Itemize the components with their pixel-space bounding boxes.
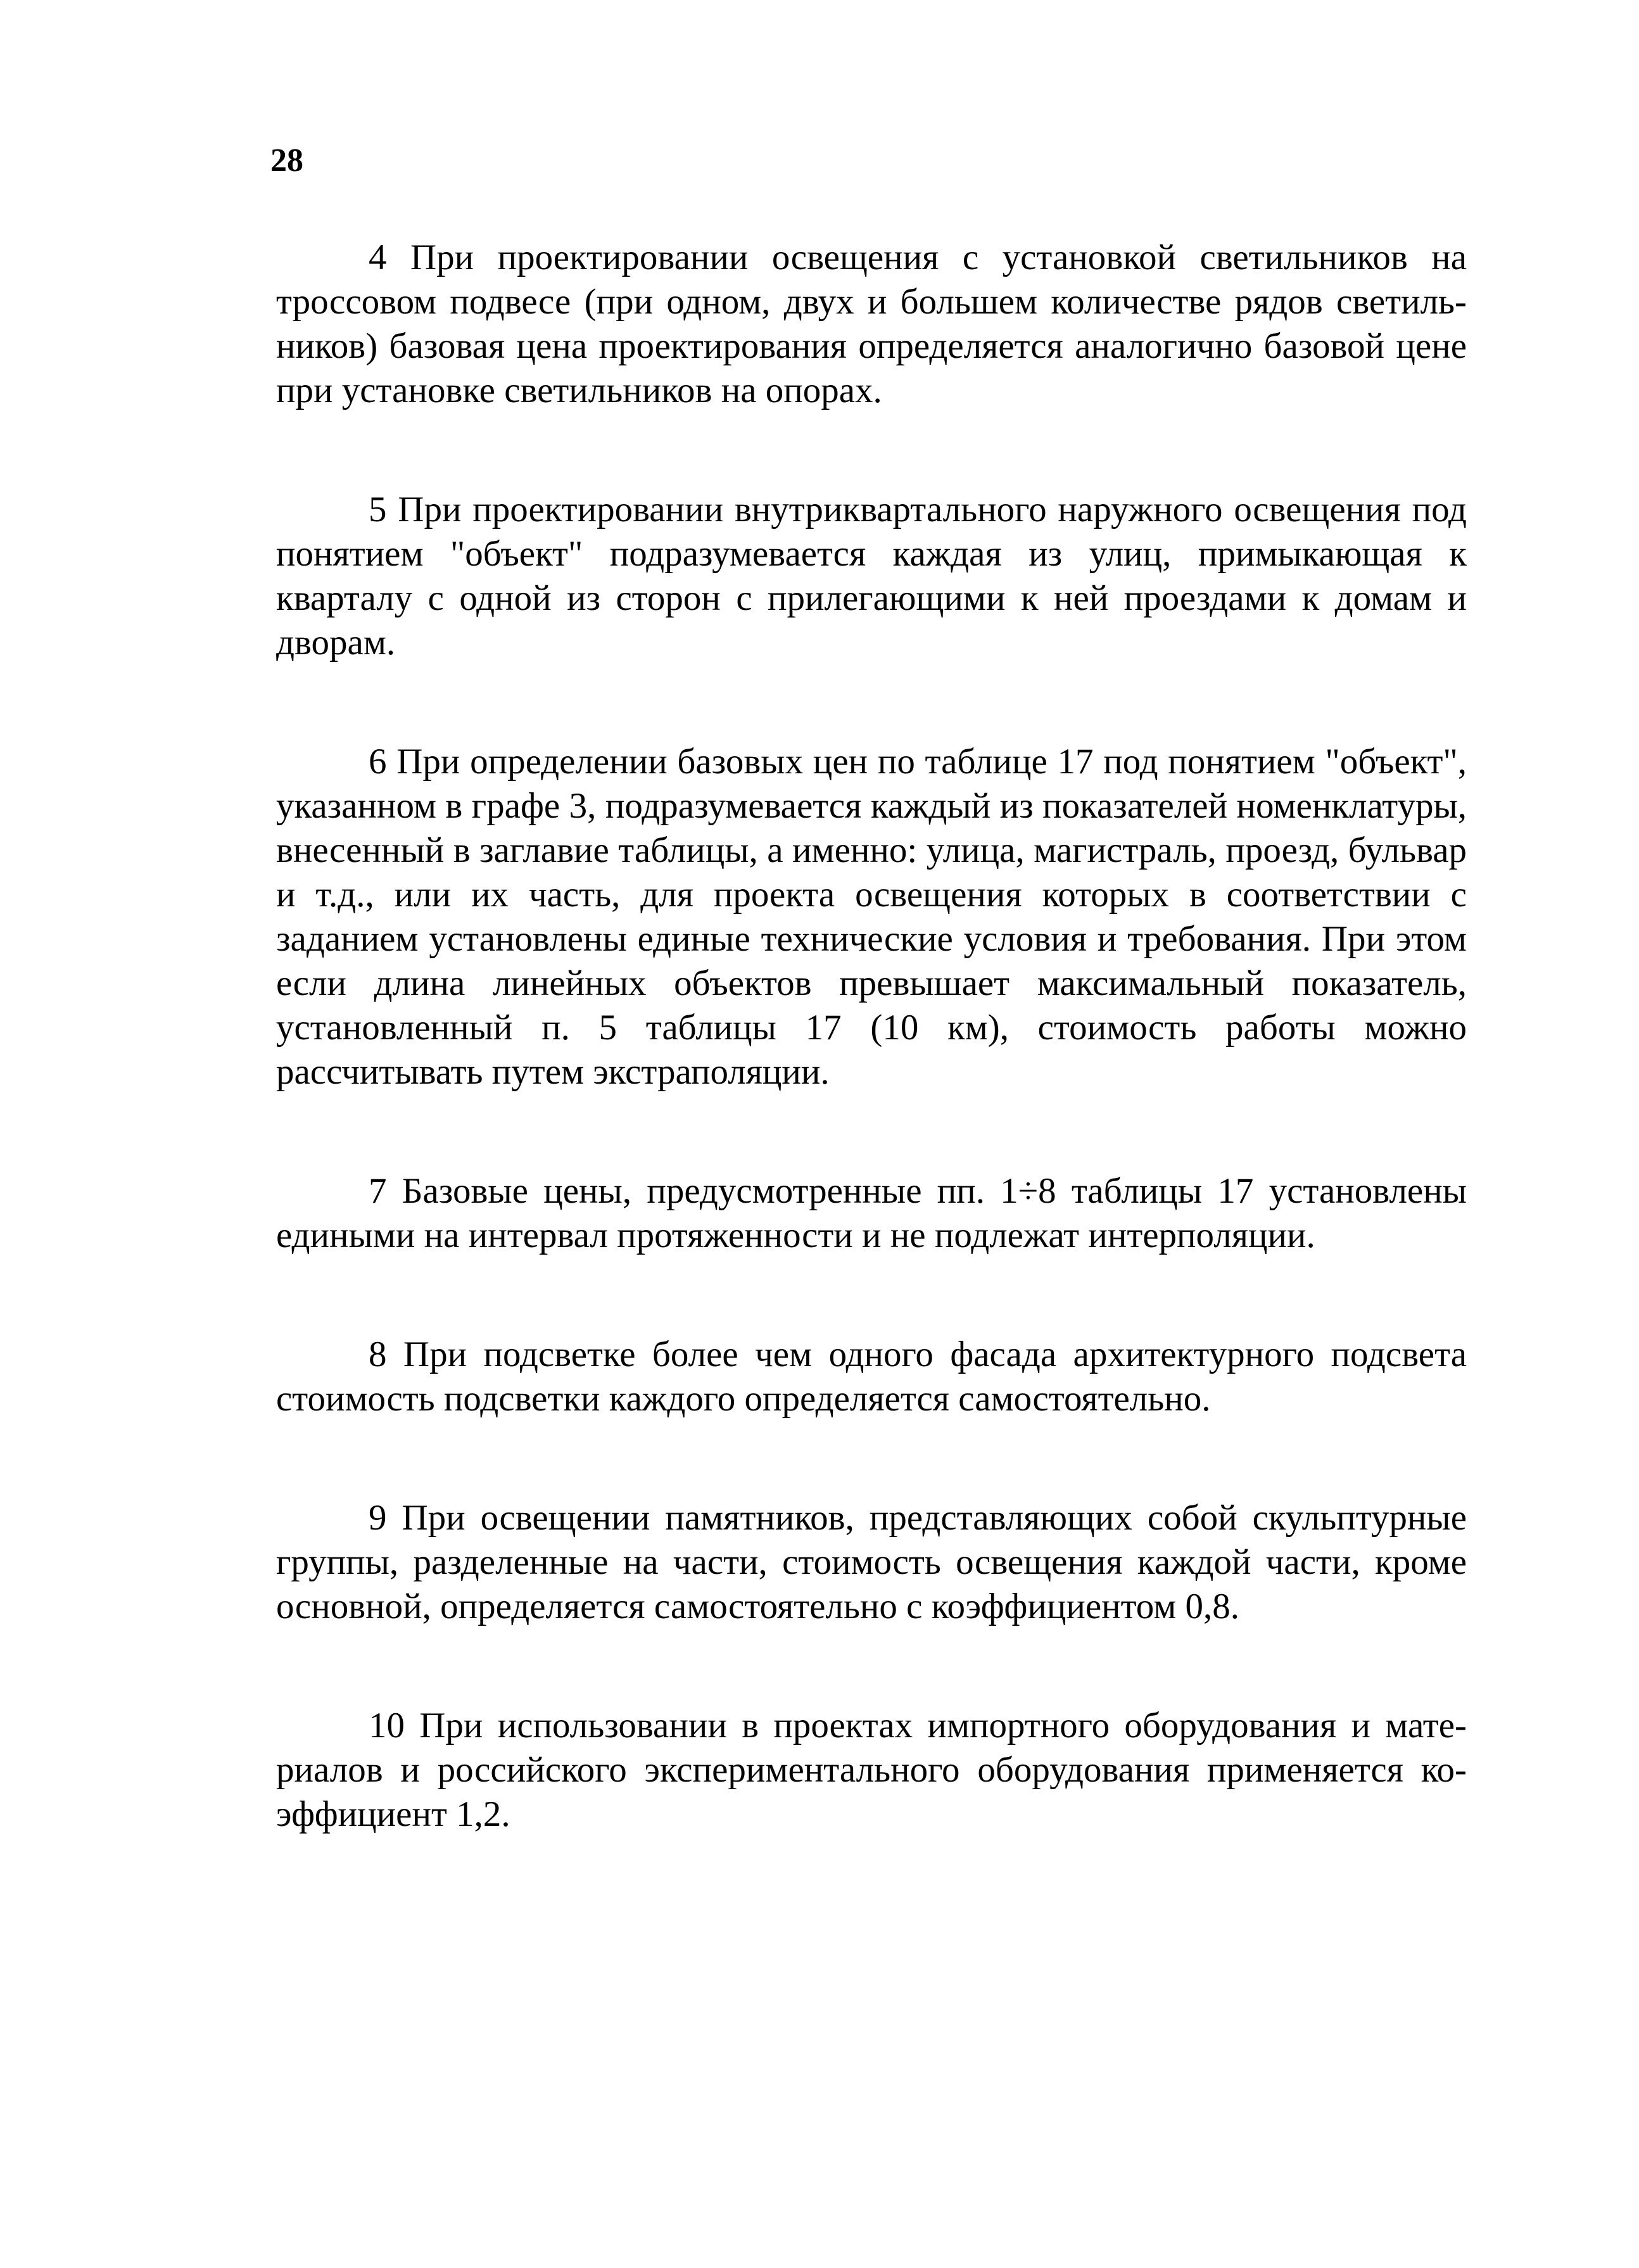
paragraph-6: 6 При определении базовых цен по таблице 17 под понятием "объект", указанном в графе 3, подразумевается каждый из показателей номенклатуры, внесенный в заглавие таблицы, а именно: улица, магистраль, проезд, бульвар и т.д., или их часть, для проекта освещения которых в соответствии с заданием установлены единые технические условия и требования. При этом если длина линейных объектов превышает максимальный показатель, установленный п. 5 таблицы 17 (10 км), стоимость работы можно рассчитывать путем экстраполяции. — [276, 742, 1467, 1092]
page-number: 28 — [270, 143, 303, 179]
paragraph-10: 10 При использовании в проектах импортного оборудования и материалов и российского экспериментального оборудования применяется коэффициент 1,2. — [276, 1706, 1467, 1834]
paragraph-5: 5 При проектировании внутриквартального наружного освещения под понятием "объект" подразумевается каждая из улиц, примыкающая к кварталу с одной из сторон с прилегающими к ней проездами к домам и дворам. — [276, 490, 1467, 662]
paragraph-9: 9 При освещении памятников, представляющих собой скульптурные группы, разделенные на части, стоимость освещения каждой части, кроме основной, определяется самостоятельно с коэффициентом 0,8. — [276, 1498, 1467, 1626]
document-body — [276, 236, 1467, 1911]
paragraph-7: 7 Базовые цены, предусмотренные пп. 1÷8 таблицы 17 установлены едиными на интервал протяженности и не подлежат интерполяции. — [276, 1171, 1467, 1255]
paragraph-4: 4 При проектировании освещения с установкой светильников на троссовом подвесе (при одном, двух и большем количестве рядов светильников) базовая цена проектирования определяется аналогично базовой цене при установке светильников на опорах. — [276, 238, 1467, 410]
paragraph-8: 8 При подсветке более чем одного фасада архитектурного подсвета стоимость подсветки каждого определяется самостоятельно. — [276, 1334, 1467, 1419]
